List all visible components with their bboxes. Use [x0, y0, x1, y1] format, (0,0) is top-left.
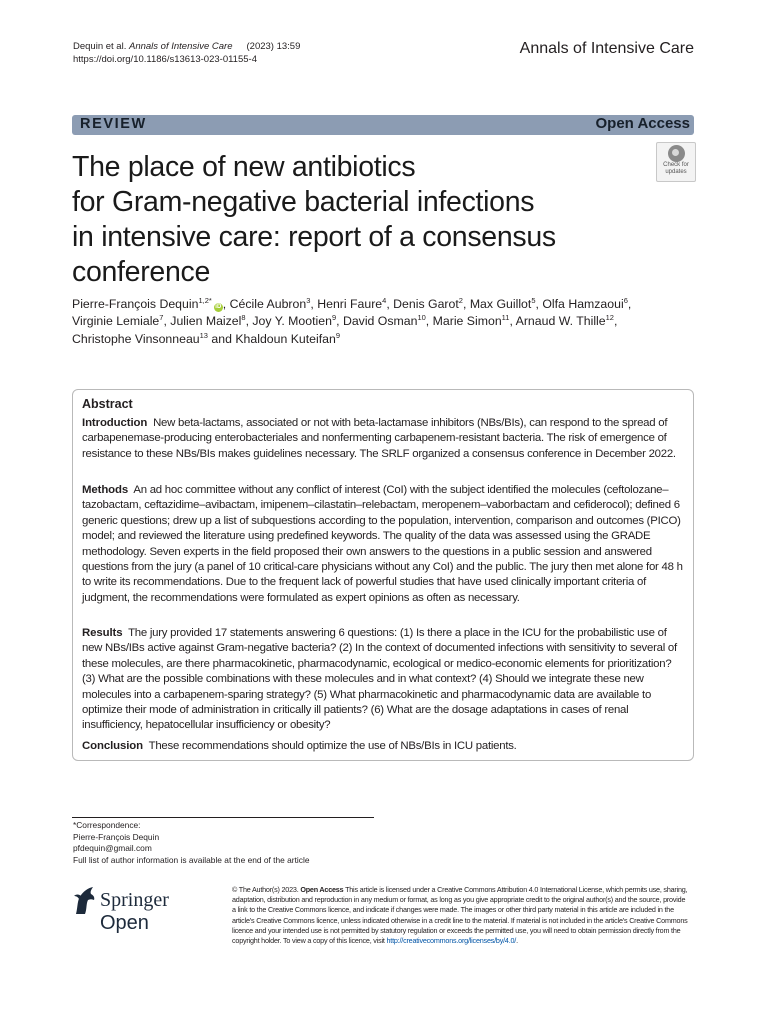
- author-name[interactable]: Joy Y. Mootien: [252, 314, 332, 329]
- article-type-label: REVIEW: [80, 116, 147, 132]
- author-affiliation: 2: [458, 296, 463, 305]
- citation-journal: Annals of Intensive Care: [128, 41, 233, 52]
- license-open-access: Open Access: [300, 885, 344, 894]
- footnote-line-2: Pierre-François Dequin: [73, 831, 160, 842]
- author-name[interactable]: Christophe Vinsonneau: [72, 331, 200, 346]
- footnote-line-1: *Correspondence:: [73, 820, 141, 830]
- author-name[interactable]: Max Guillot: [469, 297, 532, 311]
- results-text: The jury provided 17 statements answering 6 questions: (1) Is there a place in the ICU for the probabilistic use of new NBs/IBs active against Gram-negative bacteria? (2) In the context of documented infections with sensitivity to several of these molecules, are there pharmacokinetic, pharmacodynamic, ecological or medico-economic elements for prioritization? (3) What are the possible combinations with these molecules and in what context? (4) Should we integrate these new molecules into a carbapenem-sparing strategy? (5) What pharmacokinetic and pharmacodynamic data are available to optimize their mode of administration in critically ill patients? (6) What are the dosage adaptations in cases of renal insufficiency, hepatocellular insufficiency or obesity?: [82, 627, 677, 732]
- check-for-updates-button[interactable]: [656, 142, 696, 182]
- check-for-updates-icon: [668, 145, 685, 162]
- publisher-name-suffix: Open: [100, 912, 149, 934]
- check-for-updates-line-1: Check for: [663, 162, 689, 168]
- title-line-4: conference: [72, 256, 211, 288]
- author-affiliation: 3: [306, 296, 311, 305]
- citation-line: [73, 41, 300, 53]
- author-name[interactable]: Khaldoun Kuteifan: [235, 331, 336, 346]
- author-name[interactable]: Arnaud W. Thille: [515, 314, 606, 329]
- orcid-icon[interactable]: iD: [215, 304, 222, 310]
- author-name[interactable]: David Osman: [342, 314, 418, 329]
- introduction-label: Introduction: [82, 417, 148, 429]
- author-affiliation: 8: [241, 313, 246, 323]
- abstract-methods: [82, 483, 687, 606]
- abstract-conclusion: [82, 739, 687, 754]
- author-name[interactable]: Julien Maizel: [170, 314, 242, 329]
- author-name[interactable]: Pierre-François Dequin: [72, 297, 199, 311]
- license-text: This article is licensed under a Creative Commons Attribution 4.0 International License, which permits use, sharing, adaptation, distribution and reproduction in any medium or format, as long as you give appropriate credit to the original author(s) and the source, provide a link to the Creative Commons licence, and indicate if changes were made. The images or other third party material in this article are included in the article’s Creative Commons licence, unless indicated otherwise in a credit line to the material. If material is not included in the article’s Creative Commons licence and your intended use is not permitted by statutory regulation or exceeds the permitted use, you will need to obtain permission directly from the copyright holder. To view a copy of this licence, visit: [232, 885, 688, 946]
- author-conjunction: and: [211, 331, 232, 346]
- author-affiliation: 13: [199, 330, 208, 340]
- license-link[interactable]: http://creativecommons.org/licenses/by/4.0/: [386, 936, 517, 946]
- title-line-3: in intensive care: report of a consensus: [72, 221, 556, 253]
- author-name[interactable]: Virginie Lemiale: [72, 314, 160, 329]
- author-affiliation: 1,2*: [198, 296, 212, 305]
- article-title: [72, 150, 632, 290]
- license-end: .: [516, 936, 518, 946]
- citation-authors: Dequin et al.: [73, 41, 127, 52]
- author-affiliation: 4: [382, 296, 387, 305]
- methods-text: An ad hoc committee without any conflict of interest (CoI) with the subject identified the molecules (ceftolozane–tazobactam, ceftazidime–avibactam, imipenem–cilastatin–relebactam, meropenem–vaborbactam and cefiderocol); defined 6 generic questions; drew up a list of subquestions according to the population, intervention, comparison and outcomes (PICO) model; and reviewed the literature using predefined keywords. The quality of the data was assessed using the GRADE methodology. Seven experts in the field proposed their own answers to the questions in a public session and answered questions from the jury (a panel of 10 critical-care physicians without any CoI) and the public. The jury then met alone for 48 h to write its recommendations. Due to the frequent lack of powerful studies that have used clinically important criteria of judgment, the recommendations were formulated as expert opinions as often as necessary.: [82, 484, 683, 604]
- license-copyright: © The Author(s) 2023.: [232, 885, 299, 894]
- check-for-updates-line-2: updates: [665, 168, 687, 175]
- abstract-results: [82, 626, 687, 734]
- author-name[interactable]: Denis Garot: [393, 297, 459, 311]
- author-affiliation: 10: [417, 313, 426, 323]
- footnote-line-4: Full list of author information is available at the end of the article: [73, 854, 310, 865]
- introduction-text: New beta-lactams, associated or not with beta-lactamase inhibitors (NBs/BIs), can respond to the spread of carbapenemase-producing enterobacteriales and nonfermenting carbapenem-resistant bacteria. The risk of emergence of resistance to these NBs/BIs makes guidelines necessary. The SRLF organized a consensus conference in December 2022.: [82, 417, 676, 460]
- doi-link[interactable]: https://doi.org/10.1186/s13613-023-01155-4: [73, 54, 257, 65]
- author-affiliation: 7: [159, 313, 164, 323]
- author-affiliation: 9: [335, 330, 341, 340]
- conclusion-label: Conclusion: [82, 740, 144, 752]
- springer-open-logo: [72, 884, 217, 934]
- abstract-introduction: [82, 416, 687, 462]
- results-label: Results: [82, 627, 123, 639]
- publisher-name-main: Springer: [100, 889, 169, 911]
- springer-horse-icon: [72, 884, 98, 916]
- author-affiliation: 5: [531, 296, 536, 305]
- journal-name: Annals of Intensive Care: [519, 40, 694, 57]
- abstract-heading: Abstract: [82, 397, 133, 411]
- footnote-divider: [72, 817, 374, 818]
- author-name[interactable]: Cécile Aubron: [229, 297, 307, 311]
- author-name[interactable]: Henri Faure: [317, 297, 383, 311]
- author-list: Pierre-François Dequin$^{1,2*}$iD , Cécile Aubron$^3$, Henri Faure$^4$, Denis Garot$^2$, Max Guillot$^5$, Olfa Hamzaoui$^6$, Virginie Lemiale$^7$, Julien Maizel$^8$, Joy Y. Mootien$^9$, David Osman$^{10}$, Marie Simon$^{11}$, Arnaud W. Thille$^{12}$, Christophe Vinsonneau$^{13}$ and Khaldoun Kuteifan$^9$: [72, 296, 632, 346]
- abstract-box: [72, 389, 694, 761]
- correspondence-footnote: [73, 820, 310, 866]
- title-line-1: The place of new antibiotics: [72, 151, 416, 183]
- title-line-2: for Gram-negative bacterial infections: [72, 186, 535, 218]
- license-statement: [232, 885, 688, 946]
- author-name[interactable]: Marie Simon: [432, 314, 502, 329]
- open-access-label: Open Access: [595, 115, 690, 132]
- author-affiliation: 9: [331, 313, 337, 323]
- methods-label: Methods: [82, 484, 129, 496]
- author-affiliation: 6: [623, 296, 628, 305]
- author-name[interactable]: Olfa Hamzaoui: [542, 297, 624, 311]
- article-type-banner: [72, 115, 694, 135]
- conclusion-text: These recommendations should optimize the use of NBs/BIs in ICU patients.: [148, 740, 517, 752]
- author-affiliation: 11: [501, 313, 510, 323]
- author-affiliation: 12: [605, 313, 614, 323]
- citation-year-volume: (2023) 13:59: [246, 41, 301, 52]
- publisher-name: [100, 889, 217, 935]
- correspondence-email[interactable]: pfdequin@gmail.com: [73, 843, 152, 853]
